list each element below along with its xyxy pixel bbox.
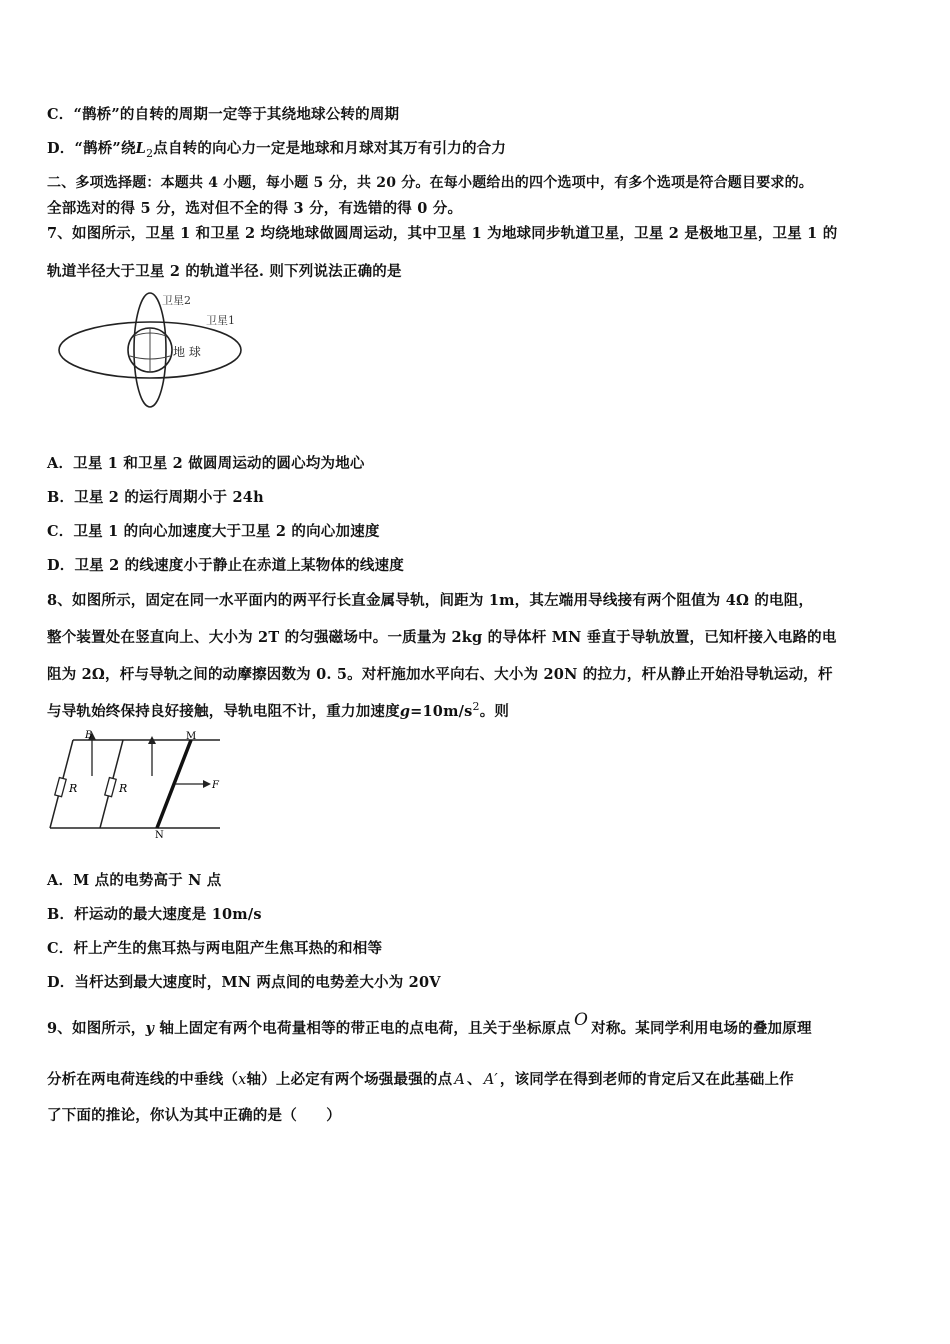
q7-label-sat1: 卫星1 [206, 314, 235, 327]
q9-stem-line1-mid: 轴上固定有两个电荷量相等的带正电的点电荷，且关于坐标原点 [154, 1020, 571, 1037]
q7-option-c: C．卫星 1 的向心加速度大于卫星 2 的向心加速度 [47, 523, 380, 540]
q8-stem-post: 。则 [479, 703, 510, 720]
q9-stem-x: x [238, 1072, 247, 1088]
q8-label-b: B [85, 730, 93, 741]
q8-label-r2: R [119, 782, 128, 795]
q8-stem-line2: 整个装置处在竖直向上、大小为 2T 的匀强磁场中。一质量为 2kg 的导体杆 MN 垂直于导轨放置，已知杆接入电路的电 [47, 629, 837, 646]
q8-label-n: N [155, 830, 164, 840]
q9-stem-a2: A′ [483, 1072, 498, 1088]
q9-stem-line1 [47, 1010, 812, 1038]
q8-option-d: D．当杆达到最大速度时，MN 两点间的电势差大小为 20V [47, 974, 441, 991]
q6-option-d-post: 点自转的向心力一定是地球和月球对其万有引力的合力 [153, 140, 507, 157]
q7-option-a: A．卫星 1 和卫星 2 做圆周运动的圆心均为地心 [47, 455, 365, 472]
q8-option-c: C．杆上产生的焦耳热与两电阻产生焦耳热的和相等 [47, 940, 383, 957]
q9-stem-line2-post: ，该同学在得到老师的肯定后又在此基础上作 [499, 1071, 794, 1088]
q6-option-d-pre: D．“鹊桥”绕 [47, 140, 136, 157]
q8-stem-line4 [47, 700, 509, 721]
q6-option-c: C．“鹊桥”的自转的周期一定等于其绕地球公转的周期 [47, 106, 400, 123]
q9-stem-y: y [145, 1020, 155, 1037]
q8-stem-line3: 阻为 2Ω，杆与导轨之间的动摩擦因数为 0. 5。对杆施加水平向右、大小为 20N 的拉力，杆从静止开始沿导轨运动，杆 [47, 666, 833, 683]
q7-stem-line2: 轨道半径大于卫星 2 的轨道半径. 则下列说法正确的是 [47, 263, 402, 280]
q9-stem-line3: 了下面的推论，你认为其中正确的是（ ） [47, 1107, 341, 1124]
q6-option-d-sub: 2 [146, 146, 154, 160]
q8-stem-sup: 2 [472, 700, 480, 714]
q9-stem-o: O [574, 1010, 589, 1030]
q7-label-sat2: 卫星2 [162, 294, 191, 307]
q9-stem-line1-pre: 9、如图所示， [47, 1020, 146, 1037]
q9-stem-line1-post: 对称。某同学利用电场的叠加原理 [591, 1020, 812, 1037]
q9-stem-sep: 、 [466, 1071, 482, 1088]
q8-label-f: F [212, 780, 219, 791]
q6-option-d-var: L [135, 140, 147, 157]
q7-label-earth: 地 球 [173, 345, 201, 359]
q7-option-d: D．卫星 2 的线速度小于静止在赤道上某物体的线速度 [47, 557, 404, 574]
q8-option-a: A．M 点的电势高于 N 点 [47, 872, 222, 889]
q9-stem-line2 [47, 1068, 794, 1089]
q8-stem-line4-pre: 与导轨始终保持良好接触，导轨电阻不计，重力加速度 [47, 703, 400, 720]
q8-option-b: B．杆运动的最大速度是 10m/s [47, 906, 262, 923]
q8-stem-g: g [399, 703, 411, 720]
section2-line2: 全部选对的得 5 分，选对但不全的得 3 分，有选错的得 0 分。 [47, 200, 463, 217]
q6-option-d [47, 137, 506, 160]
section2-line1: 二、多项选择题：本题共 4 小题，每小题 5 分，共 20 分。在每小题给出的四个选项中，有多个选项是符合题目要求的。 [47, 175, 814, 191]
q7-stem-line1: 7、如图所示，卫星 1 和卫星 2 均绕地球做圆周运动，其中卫星 1 为地球同步轨道卫星，卫星 2 是极地卫星，卫星 1 的 [47, 225, 838, 242]
q8-stem-val: =10m/s [410, 703, 473, 720]
q7-figure [50, 288, 255, 413]
q8-figure [45, 728, 225, 840]
q9-stem-line2-pre: 分析在两电荷连线的中垂线（ [47, 1071, 239, 1088]
q8-stem-line1: 8、如图所示，固定在同一水平面内的两平行长直金属导轨，间距为 1m，其左端用导线接有两个阻值为 4Ω 的电阻， [47, 592, 814, 609]
q8-label-m: M [186, 731, 197, 742]
q8-label-r1: R [69, 782, 78, 795]
q9-stem-line2-mid: 轴）上必定有两个场强最强的点 [246, 1071, 453, 1088]
q9-stem-a: A [454, 1072, 465, 1088]
q7-option-b: B．卫星 2 的运行周期小于 24h [47, 489, 264, 506]
